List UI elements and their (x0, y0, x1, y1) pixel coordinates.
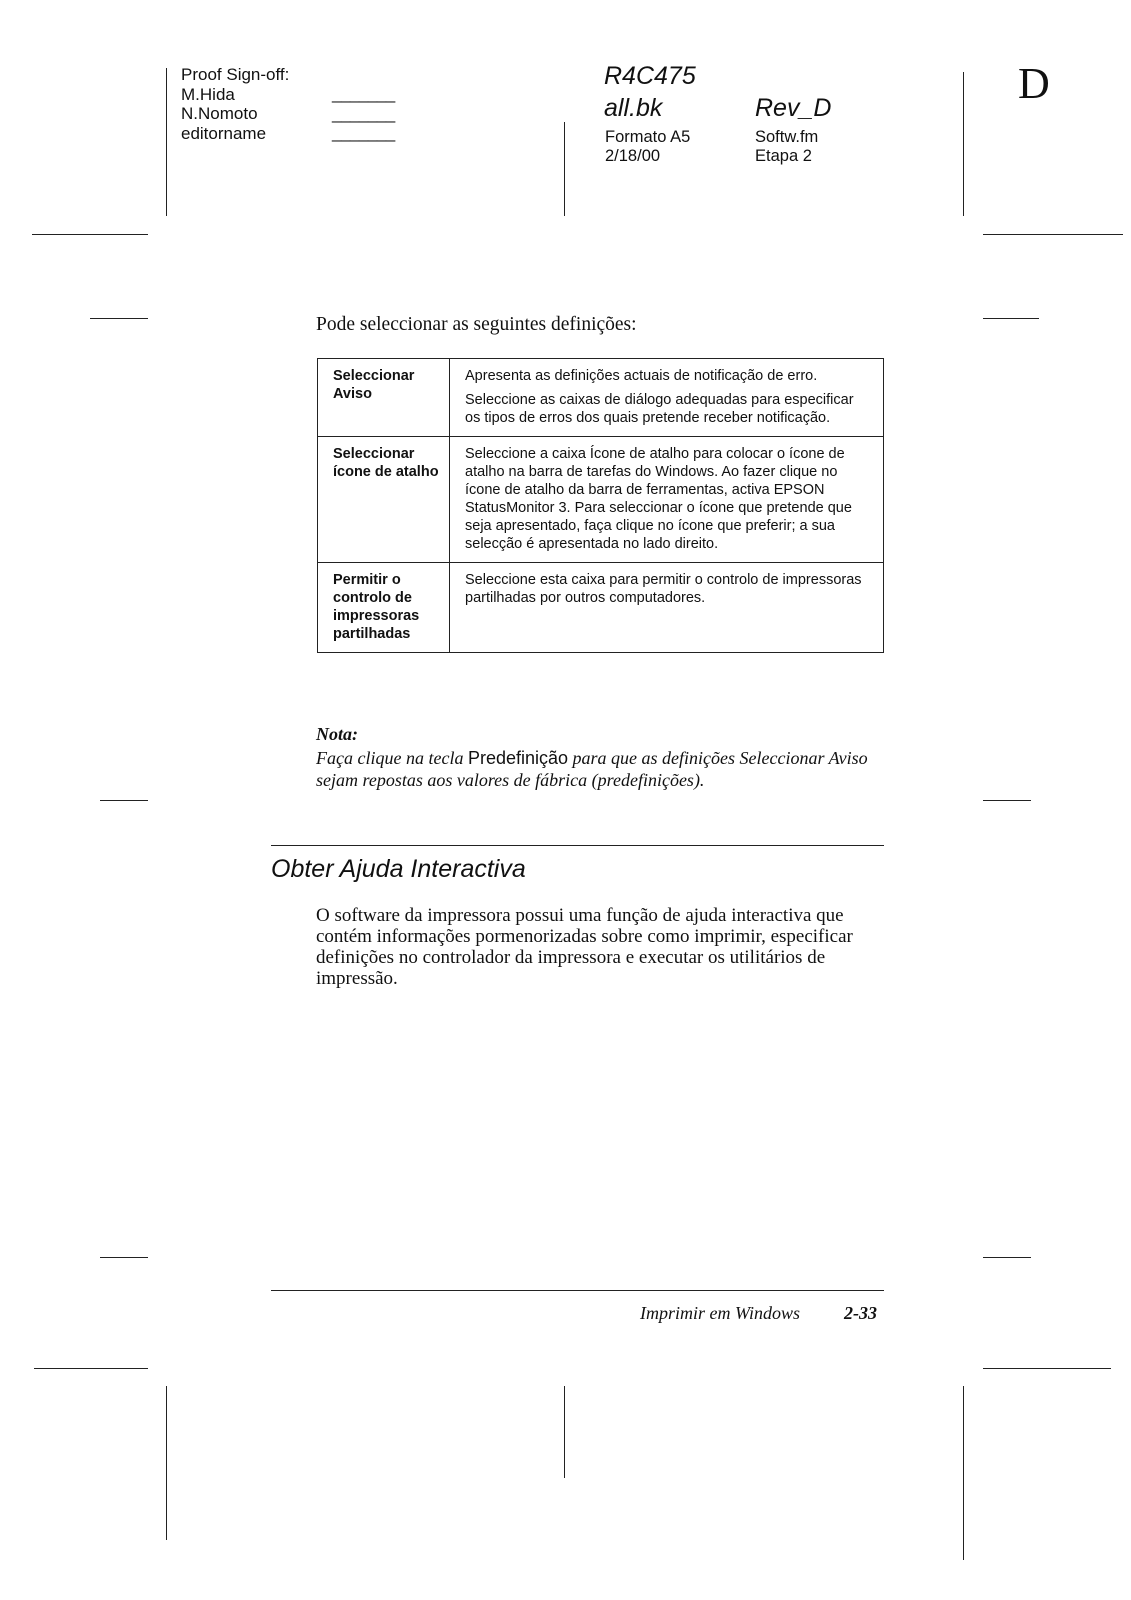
note-key-label: Predefinição (467, 748, 569, 768)
crop-mark-top-center-vertical (564, 122, 565, 216)
crop-mark-left-bottom (34, 1368, 148, 1369)
signature-blank: _______ (332, 84, 395, 103)
signature-blank: _______ (332, 103, 395, 123)
table-term-cell: Permitir o controlo de impressoras partilhadas (318, 563, 450, 653)
file-name: Softw.fm (755, 128, 819, 146)
crop-mark-left-lower (100, 1257, 148, 1258)
crop-mark-right-upper (983, 318, 1039, 319)
table-row (318, 437, 884, 563)
description-paragraph: Apresenta as definições actuais de notificação de erro. (465, 368, 818, 384)
revision-label: Rev_D (755, 94, 832, 122)
table-description-cell (450, 437, 884, 563)
crop-mark-bottom-left-vertical (166, 1386, 167, 1540)
description-paragraph: Seleccione a caixa Ícone de atalho para colocar o ícone de atalho na barra de tarefas do Windows. Ao fazer clique no ícone de atalho da barra de ferramentas, activa EPSON StatusMonitor 3. Para seleccionar o ícone que pretende que seja apresentado, faça clique no ícone que preferir; a sua selecção é apresentada no lado direito. (465, 446, 852, 552)
description-paragraph: Seleccione as caixas de diálogo adequadas para especificar os tipos de erros dos quais pretende receber notificação. (465, 392, 854, 426)
crop-mark-left-upper (90, 318, 148, 319)
book-name: all.bk (604, 94, 663, 122)
description-paragraph: Seleccione esta caixa para permitir o controlo de impressoras partilhadas por outros computadores. (465, 572, 862, 606)
crop-mark-left-middle (100, 800, 148, 801)
signer-name: M.Hida (181, 84, 235, 104)
format-label: Formato A5 (605, 128, 691, 146)
crop-mark-left-top (32, 234, 148, 235)
stage-label: Etapa 2 (755, 147, 812, 165)
chapter-tab-letter: D (1018, 59, 1050, 108)
table-term-cell: Seleccionar Aviso (318, 359, 450, 437)
note-text-after: para que as definições Seleccionar Aviso sejam repostas aos valores de fábrica (predefinições). (316, 748, 868, 790)
footer-chapter-title: Imprimir em Windows (640, 1303, 801, 1323)
signer-name: N.Nomoto (181, 104, 258, 123)
settings-table (317, 358, 884, 653)
note-body (316, 747, 876, 791)
settings-table-wrapper (317, 358, 884, 653)
crop-mark-bottom-center-vertical (564, 1386, 565, 1478)
table-term-cell: Seleccionar ícone de atalho (318, 437, 450, 563)
proof-signoff-block (181, 65, 289, 143)
date-label: 2/18/00 (605, 147, 661, 165)
crop-mark-top-right-vertical (963, 72, 964, 216)
crop-mark-right-top (983, 234, 1123, 235)
section-rule (271, 845, 884, 846)
crop-mark-right-bottom (983, 1368, 1111, 1369)
section-title: Obter Ajuda Interactiva (271, 855, 526, 883)
crop-mark-right-lower (983, 1257, 1031, 1258)
section-body-paragraph: O software da impressora possui uma função de ajuda interactiva que contém informações pormenorizadas sobre como imprimir, especificar definições no controlador da impressora e executar os utilitários de impressão. (316, 905, 853, 989)
footer-page-number: 2-33 (844, 1303, 877, 1323)
signature-blank: _______ (332, 123, 395, 142)
table-description-cell (450, 359, 884, 437)
crop-mark-right-middle (983, 800, 1031, 801)
note-text-before: Faça clique na tecla (316, 748, 468, 768)
table-description-cell (450, 563, 884, 653)
intro-paragraph: Pode seleccionar as seguintes definições: (316, 314, 637, 335)
signoff-title: Proof Sign-off: (181, 65, 290, 84)
document-code: R4C475 (604, 62, 696, 90)
crop-mark-bottom-right-vertical (963, 1386, 964, 1560)
footer-rule (271, 1290, 884, 1291)
table-row (318, 359, 884, 437)
signature-lines (332, 84, 395, 143)
signer-name: editorname (181, 123, 267, 143)
note-title: Nota: (316, 724, 358, 744)
crop-mark-top-left-vertical (166, 68, 167, 216)
table-row (318, 563, 884, 653)
